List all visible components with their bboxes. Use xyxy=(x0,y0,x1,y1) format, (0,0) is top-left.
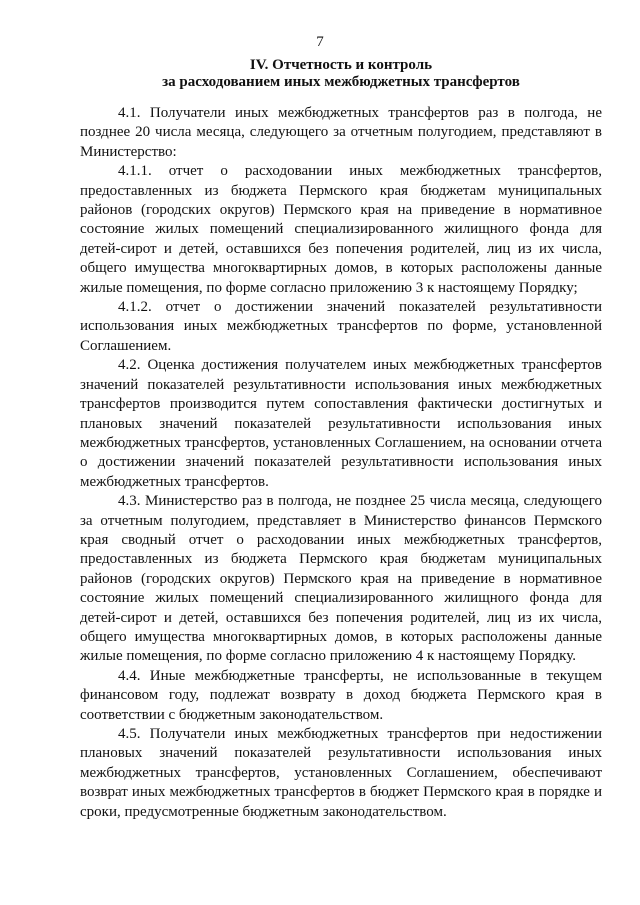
section-heading-line-2: за расходованием иных межбюджетных трансфертов xyxy=(162,74,520,90)
document-body xyxy=(80,104,602,822)
paragraph-4-1: 4.1. Получатели иных межбюджетных трансфертов раз в полгода, не позднее 20 числа месяца, следующего за отчетным полугодием, представляют в Министерство: xyxy=(80,105,602,160)
paragraph-4-1-1: 4.1.1. отчет о расходовании иных межбюджетных трансфертов, предоставленных из бюджета Пермского края бюджетам муниципальных районов (городских округов) Пермского края на приведение в нормативное состояние жилых помещений специализированного жилищного фонда для детей-сирот и детей, оставшихся без попечения родителей, лиц из их числа, общего имущества многоквартирных домов, в которых расположены данные жилые помещения, по форме согласно приложению 3 к настоящему Порядку; xyxy=(80,163,602,296)
paragraph-4-3: 4.3. Министерство раз в полгода, не позднее 25 числа месяца, следующего за отчетным полугодием, представляет в Министерство финансов Пермского края сводный отчет о расходовании иных межбюджетных трансфертов, предоставленных из бюджета Пермского края бюджетам муниципальных районов (городских округов) Пермского края на приведение в нормативное состояние жилых помещений специализированного жилищного фонда для детей-сирот и детей, оставшихся без попечения родителей, лиц из их числа, общего имущества многоквартирных домов, в которых расположены данные жилые помещения, по форме согласно приложению 4 к настоящему Порядку. xyxy=(80,493,602,665)
paragraph-4-2: 4.2. Оценка достижения получателем иных межбюджетных трансфертов значений показателей результативности использования иных межбюджетных трансфертов производится путем сопоставления фактически достигнутых и плановых значений показателей результативности использования иных межбюджетных трансфертов, установленных Соглашением, на основании отчета о достижении значений показателей результативности использования иных межбюджетных трансфертов. xyxy=(80,357,602,490)
paragraph-4-1-2: 4.1.2. отчет о достижении значений показателей результативности использования иных межбюджетных трансфертов по форме, установленной Соглашением. xyxy=(80,299,602,354)
page-number: 7 xyxy=(316,34,324,50)
section-heading-line-1: IV. Отчетность и контроль xyxy=(249,57,433,73)
paragraph-4-4: 4.4. Иные межбюджетные трансферты, не использованные в текущем финансовом году, подлежат возврату в доход бюджета Пермского края в соответствии с бюджетным законодательством. xyxy=(80,667,602,723)
paragraph-4-5: 4.5. Получатели иных межбюджетных трансфертов при недостижении плановых значений показателей результативности использования иных межбюджетных трансфертов, установленных Соглашением, обеспечивают возврат иных межбюджетных трансфертов в бюджет Пермского края в порядке и сроки, предусмотренные бюджетным законодательством. xyxy=(80,726,602,820)
section-heading xyxy=(80,57,602,91)
